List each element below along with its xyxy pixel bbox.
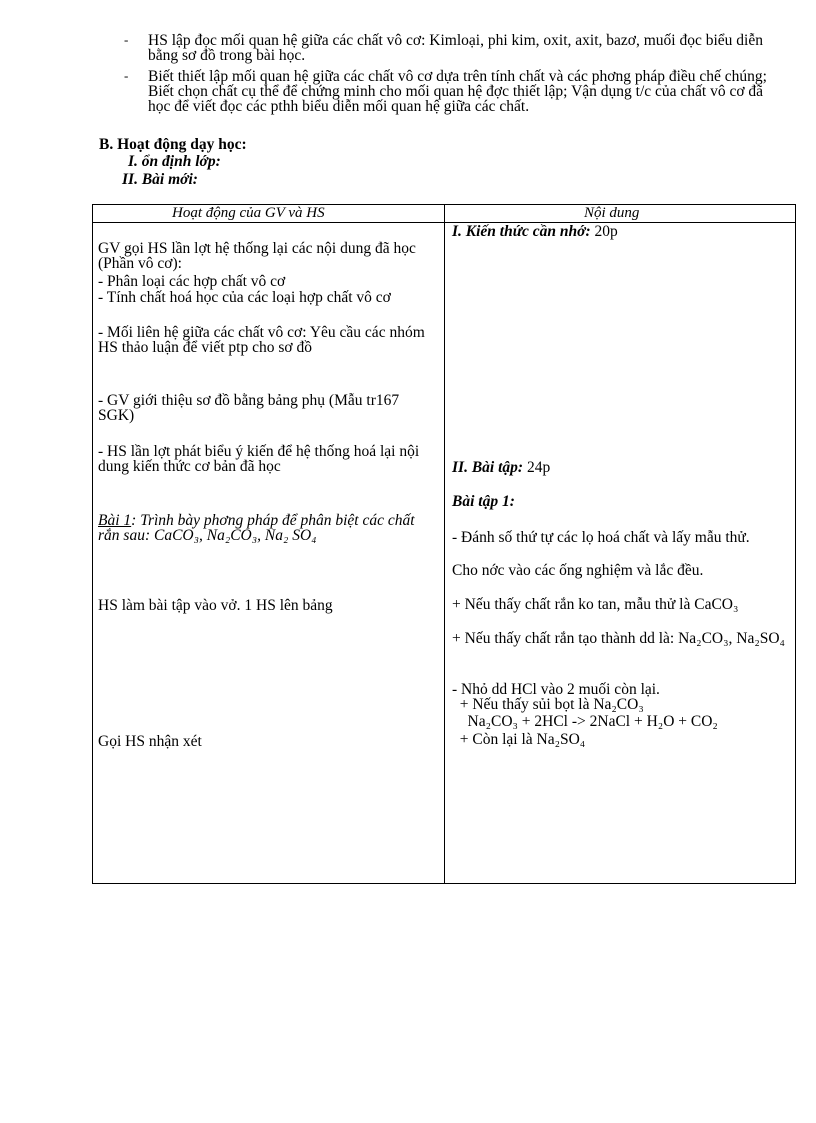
- bai-1-text: : Trình bày phơng pháp để phân biệt các chất rắn sau: CaCO₃, Na₂CO₃, Na₂ SO₄: [98, 512, 415, 544]
- table-header-right: Nội dung: [584, 205, 640, 221]
- bullet-marker: -: [124, 68, 129, 83]
- left-item-tinh-chat: - Tính chất hoá học của các loại hợp chất vô cơ: [98, 289, 391, 306]
- left-para-1: GV gọi HS lần lợt hệ thống lại các nội dung đã học (Phần vô cơ):: [98, 240, 416, 272]
- table-header-left: Hoạt động của GV và HS: [172, 205, 325, 221]
- right-bai-tap: [452, 460, 792, 475]
- left-item-phan-loai: - Phân loại các hợp chất vô cơ: [98, 273, 286, 290]
- right-step-1: - Đánh số thứ tự các lọ hoá chất và lấy mẫu thử.: [452, 529, 750, 546]
- right-step-3: + Nếu thấy chất rắn ko tan, mẫu thử là CaCO₃: [452, 596, 739, 613]
- kien-thuc-label: I. Kiến thức cần nhớ:: [452, 223, 591, 240]
- bai-1-label: Bài 1: [98, 512, 132, 529]
- objective-2: Biết thiết lập mối quan hệ giữa các chất vô cơ dựa trên tính chất và các phơng pháp điều chế chúng; Biết chọn chất cụ thể để chứng minh cho mối quan hệ đợc thiết lập; Vận dụng t/c của chất vô cơ đã học để viết đọc các pthh biểu diễn mối quan hệ giữa các chất.: [148, 68, 767, 115]
- bullet-marker: -: [124, 32, 129, 47]
- table-header-divider: [92, 222, 796, 223]
- objective-1: HS lập đọc mối quan hệ giữa các chất vô cơ: Kimloại, phi kim, oxit, axit, bazơ, muối đọc biểu diễn bằng sơ đồ trong bài học.: [148, 32, 763, 64]
- bai-tap-time: 24p: [523, 459, 551, 476]
- right-step-2: Cho nớc vào các ống nghiệm và lắc đều.: [452, 562, 704, 579]
- left-bai-1: [98, 513, 436, 543]
- left-para-3: - HS lần lợt phát biểu ý kiến để hệ thống hoá lại nội dung kiến thức cơ bản đã học: [98, 443, 420, 475]
- right-bai-tap-1-heading: Bài tập 1:: [452, 493, 515, 510]
- left-para-4: HS làm bài tập vào vở. 1 HS lên bảng: [98, 597, 333, 614]
- subheading-bai-moi: II. Bài mới:: [122, 171, 198, 188]
- right-step-4: + Nếu thấy chất rắn tạo thành dd là: Na₂CO₃, Na₂SO₄: [452, 630, 785, 647]
- section-heading: B. Hoạt động dạy học:: [99, 136, 247, 153]
- right-step-5: - Nhỏ dd HCl vào 2 muối còn lại.: [452, 681, 660, 698]
- left-para-2: - GV giới thiệu sơ đồ bằng bảng phụ (Mẫu tr167 SGK): [98, 392, 400, 424]
- right-kien-thuc: [452, 224, 792, 239]
- bai-tap-label: II. Bài tập:: [452, 459, 524, 476]
- right-equation: Na₂CO₃ + 2HCl -> 2NaCl + H₂O + CO₂: [452, 713, 718, 730]
- left-para-5: Gọi HS nhận xét: [98, 733, 202, 750]
- right-step-6: + Nếu thấy sủi bọt là Na₂CO₃: [452, 696, 644, 713]
- kien-thuc-time: 20p: [590, 223, 618, 240]
- table-column-divider: [444, 204, 445, 884]
- left-item-moi-lien-he: - Mối liên hệ giữa các chất vô cơ: Yêu cầu các nhóm HS thảo luận để viết ptp cho sơ đồ: [98, 324, 425, 356]
- right-step-8: + Còn lại là Na₂SO₄: [452, 731, 586, 748]
- subheading-on-dinh-lop: I. ổn định lớp:: [128, 153, 221, 170]
